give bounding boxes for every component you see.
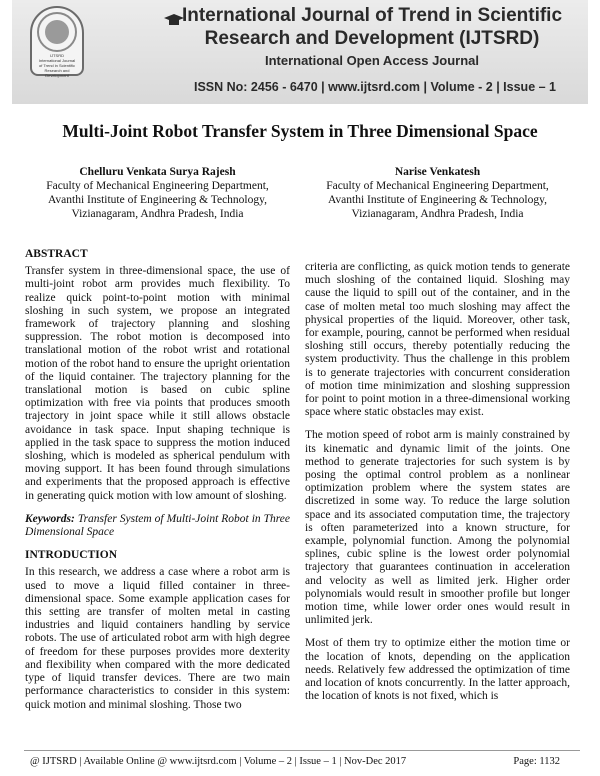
logo-text-line: International Journal — [38, 58, 76, 63]
footer-text: @ IJTSRD | Available Online @ www.ijtsrd.com | Volume – 2 | Issue – 1 | Nov-Dec 2017 — [30, 756, 407, 767]
keywords-text: Transfer System of Multi-Joint Robot in Three Dimensional Space — [25, 512, 291, 539]
journal-title-line2: Research and Development (IJTSRD) — [204, 28, 540, 49]
author-institute: Avanthi Institute of Engineering & Technology, — [327, 194, 548, 206]
author-block-1 — [25, 165, 290, 221]
body-paragraph: criteria are conflicting, as quick motion tends to generate much sloshing of the contained liquid. Sloshing may cause the liquid to spill out of the container, and in the case of molten metal too much sloshing may affect the physical properties of the liquid. Moreover, other task, for example, pouring, cannot be performed when residual sloshing still occurs, thereby potentially reducing the system productivity. Thus the challenge in this problem is to generate trajectories with concurrent consideration of motion time minimization and sloshing suppression for point to point motion in a three-dimensional working space where static obstacles may exist. — [305, 261, 570, 419]
body-paragraph: The motion speed of robot arm is mainly constrained by its kinematic and dynamic limit of the joints. One method to generate trajectories for such system is by posing the optimal control problem as a nonlinear optimization problem where the system states are discretized in some way. To reduce the large solution space and its associated computation time, the trajectory is often parameterized into a known structure, for example, polynomial function. Among the polynomial splines, cubic spline is the lowest order polynomial trajectory that guarantees continuation in acceleration and velocity as well as limited jerk. Higher order polynomials would result in smoother profile but longer motion time, while lower order ones would result in unlimited jerk. — [305, 429, 570, 627]
issn-line: ISSN No: 2456 - 6470 | www.ijtsrd.com | Volume - 2 | Issue – 1 — [193, 80, 556, 94]
logo-emblem-core — [45, 20, 69, 44]
page-number: Page: 1132 — [513, 756, 560, 767]
logo-text-line: of Trend in Scientific — [38, 63, 76, 68]
author-location: Vizianagaram, Andhra Pradesh, India — [71, 208, 244, 220]
journal-logo — [30, 6, 84, 76]
journal-header-banner — [12, 0, 588, 104]
footer-divider — [24, 750, 580, 751]
journal-title — [162, 4, 582, 50]
journal-subtitle: International Open Access Journal — [264, 53, 480, 68]
abstract-heading: ABSTRACT — [25, 248, 88, 260]
journal-title-line1: International Journal of Trend in Scientific — [181, 5, 563, 26]
author-block-2 — [305, 165, 570, 221]
author-institute: Avanthi Institute of Engineering & Technology, — [47, 194, 268, 206]
right-column — [305, 261, 570, 714]
author-dept: Faculty of Mechanical Engineering Department, — [46, 180, 269, 192]
logo-text-line: Development — [45, 73, 69, 78]
author-name: Narise Venkatesh — [394, 166, 481, 178]
author-dept: Faculty of Mechanical Engineering Department, — [326, 180, 549, 192]
introduction-text: In this research, we address a case where a robot arm is used to move a liquid filled container in three-dimensional space. Some example application cases for this setting are transfer of molten metal in casting industries and liquid containers handling by service robots. The use of articulated robot arm with high degree of freedom for these purposes provides more dexterity and flexibility when compared with the more dedicated type of liquid transfer devices. There are two main performance characteristics to consider in this system: quick motion and minimal sloshing. Those two — [25, 566, 290, 711]
logo-text-line: Research and — [44, 68, 70, 73]
page-footer — [30, 756, 560, 767]
author-location: Vizianagaram, Andhra Pradesh, India — [351, 208, 524, 220]
logo-text-line: IJTSRD — [50, 53, 64, 58]
paper-title: Multi-Joint Robot Transfer System in Three Dimensional Space — [62, 121, 538, 141]
author-name: Chelluru Venkata Surya Rajesh — [79, 166, 236, 178]
abstract-text: Transfer system in three-dimensional space, the use of multi-joint robot arm provides much flexibility. To realize quick point-to-point motion with minimal sloshing in such system, we propose an integrated framework of trajectory planning and sloshing suppression. The robot motion is decomposed into translational motion of the robot wrist and rotational motion of the robot hand to ensure the upright orientation of the liquid container. The trajectory planning for the translational motion is based on cubic spline optimization with free via points that produces smooth trajectory in joint space while it still allows obstacle avoidance in task space. Input shaping technique is applied in the task space to suppress the motion induced sloshing, which is modeled as spherical pendulum with moving support. It has been found through simulations and experiments that the proposed approach is effective in generating quick motion with low amount of sloshing. — [25, 265, 290, 502]
body-paragraph: Most of them try to optimize either the motion time or the location of knots, depending on the application needs. Relatively few addressed the optimization of time and location of knots concurrently. In the latter approach, the location of knots is not fixed, which is — [305, 637, 570, 703]
introduction-heading: INTRODUCTION — [25, 549, 118, 562]
keywords — [25, 513, 290, 539]
keywords-label: Keywords: — [25, 512, 75, 525]
left-column — [25, 248, 290, 722]
